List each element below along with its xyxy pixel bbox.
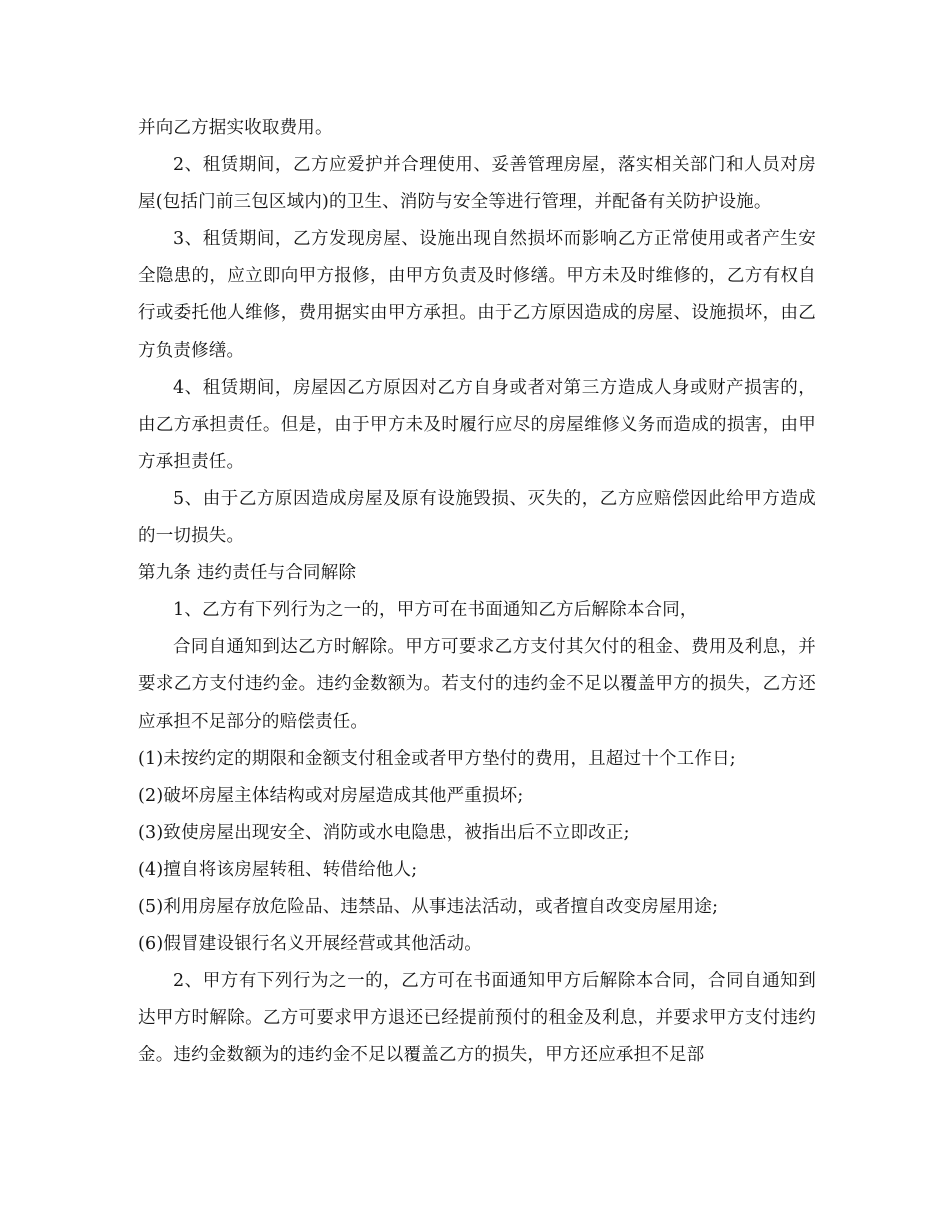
clause-9-subitem-3: (3)致使房屋出现安全、消防或水电隐患，被指出后不立即改正;	[138, 822, 630, 843]
clause-9-subitem-6: (6)假冒建设银行名义开展经营或其他活动。	[138, 934, 482, 955]
clause-9-subitem-2: (2)破坏房屋主体结构或对房屋造成其他严重损坏;	[138, 785, 524, 806]
clause-8-item-5: 5、由于乙方原因造成房屋及原有设施毁损、灭失的，乙方应赔偿因此给甲方造成的一切损失。	[138, 488, 816, 547]
clause-9-subitem-1: (1)未按约定的期限和金额支付租金或者甲方垫付的费用，且超过十个工作日;	[138, 748, 736, 769]
clause-9-item-1-detail: 合同自通知到达乙方时解除。甲方可要求乙方支付其欠付的租金、费用及利息，并要求乙方支付违约金。违约金数额为。若支付的违约金不足以覆盖甲方的损失，乙方还应承担不足部分的赔偿责任。	[138, 637, 816, 732]
clause-9-subitem-4: (4)擅自将该房屋转租、转借给他人;	[138, 859, 418, 880]
clause-9-heading: 第九条 违约责任与合同解除	[138, 563, 357, 584]
clause-9-subitem-5: (5)利用房屋存放危险品、违禁品、从事违法活动，或者擅自改变房屋用途;	[138, 896, 719, 917]
clause-9-item-2: 2、甲方有下列行为之一的，乙方可在书面通知甲方后解除本合同，合同自通知到达甲方时解除。乙方可要求甲方退还已经提前预付的租金及利息，并要求甲方支付违约金。违约金数额为的违约金不足以覆盖乙方的损失，甲方还应承担不足部	[138, 971, 816, 1066]
paragraph-continuation: 并向乙方据实收取费用。	[138, 118, 333, 138]
clause-8-item-3: 3、租赁期间，乙方发现房屋、设施出现自然损坏而影响乙方正常使用或者产生安全隐患的，应立即向甲方报修，由甲方负责及时修缮。甲方未及时维修的，乙方有权自行或委托他人维修，费用据实由甲方承担。由于乙方原因造成的房屋、设施损坏，由乙方负责修缮。	[138, 229, 816, 361]
document-body	[138, 110, 816, 1074]
clause-8-item-2: 2、租赁期间，乙方应爱护并合理使用、妥善管理房屋，落实相关部门和人员对房屋(包括门前三包区域内)的卫生、消防与安全等进行管理，并配备有关防护设施。	[138, 155, 816, 213]
clause-8-item-4: 4、租赁期间，房屋因乙方原因对乙方自身或者对第三方造成人身或财产损害的，由乙方承担责任。但是，由于甲方未及时履行应尽的房屋维修义务而造成的损害，由甲方承担责任。	[138, 377, 816, 472]
clause-9-item-1: 1、乙方有下列行为之一的，甲方可在书面通知乙方后解除本合同，	[173, 600, 698, 621]
